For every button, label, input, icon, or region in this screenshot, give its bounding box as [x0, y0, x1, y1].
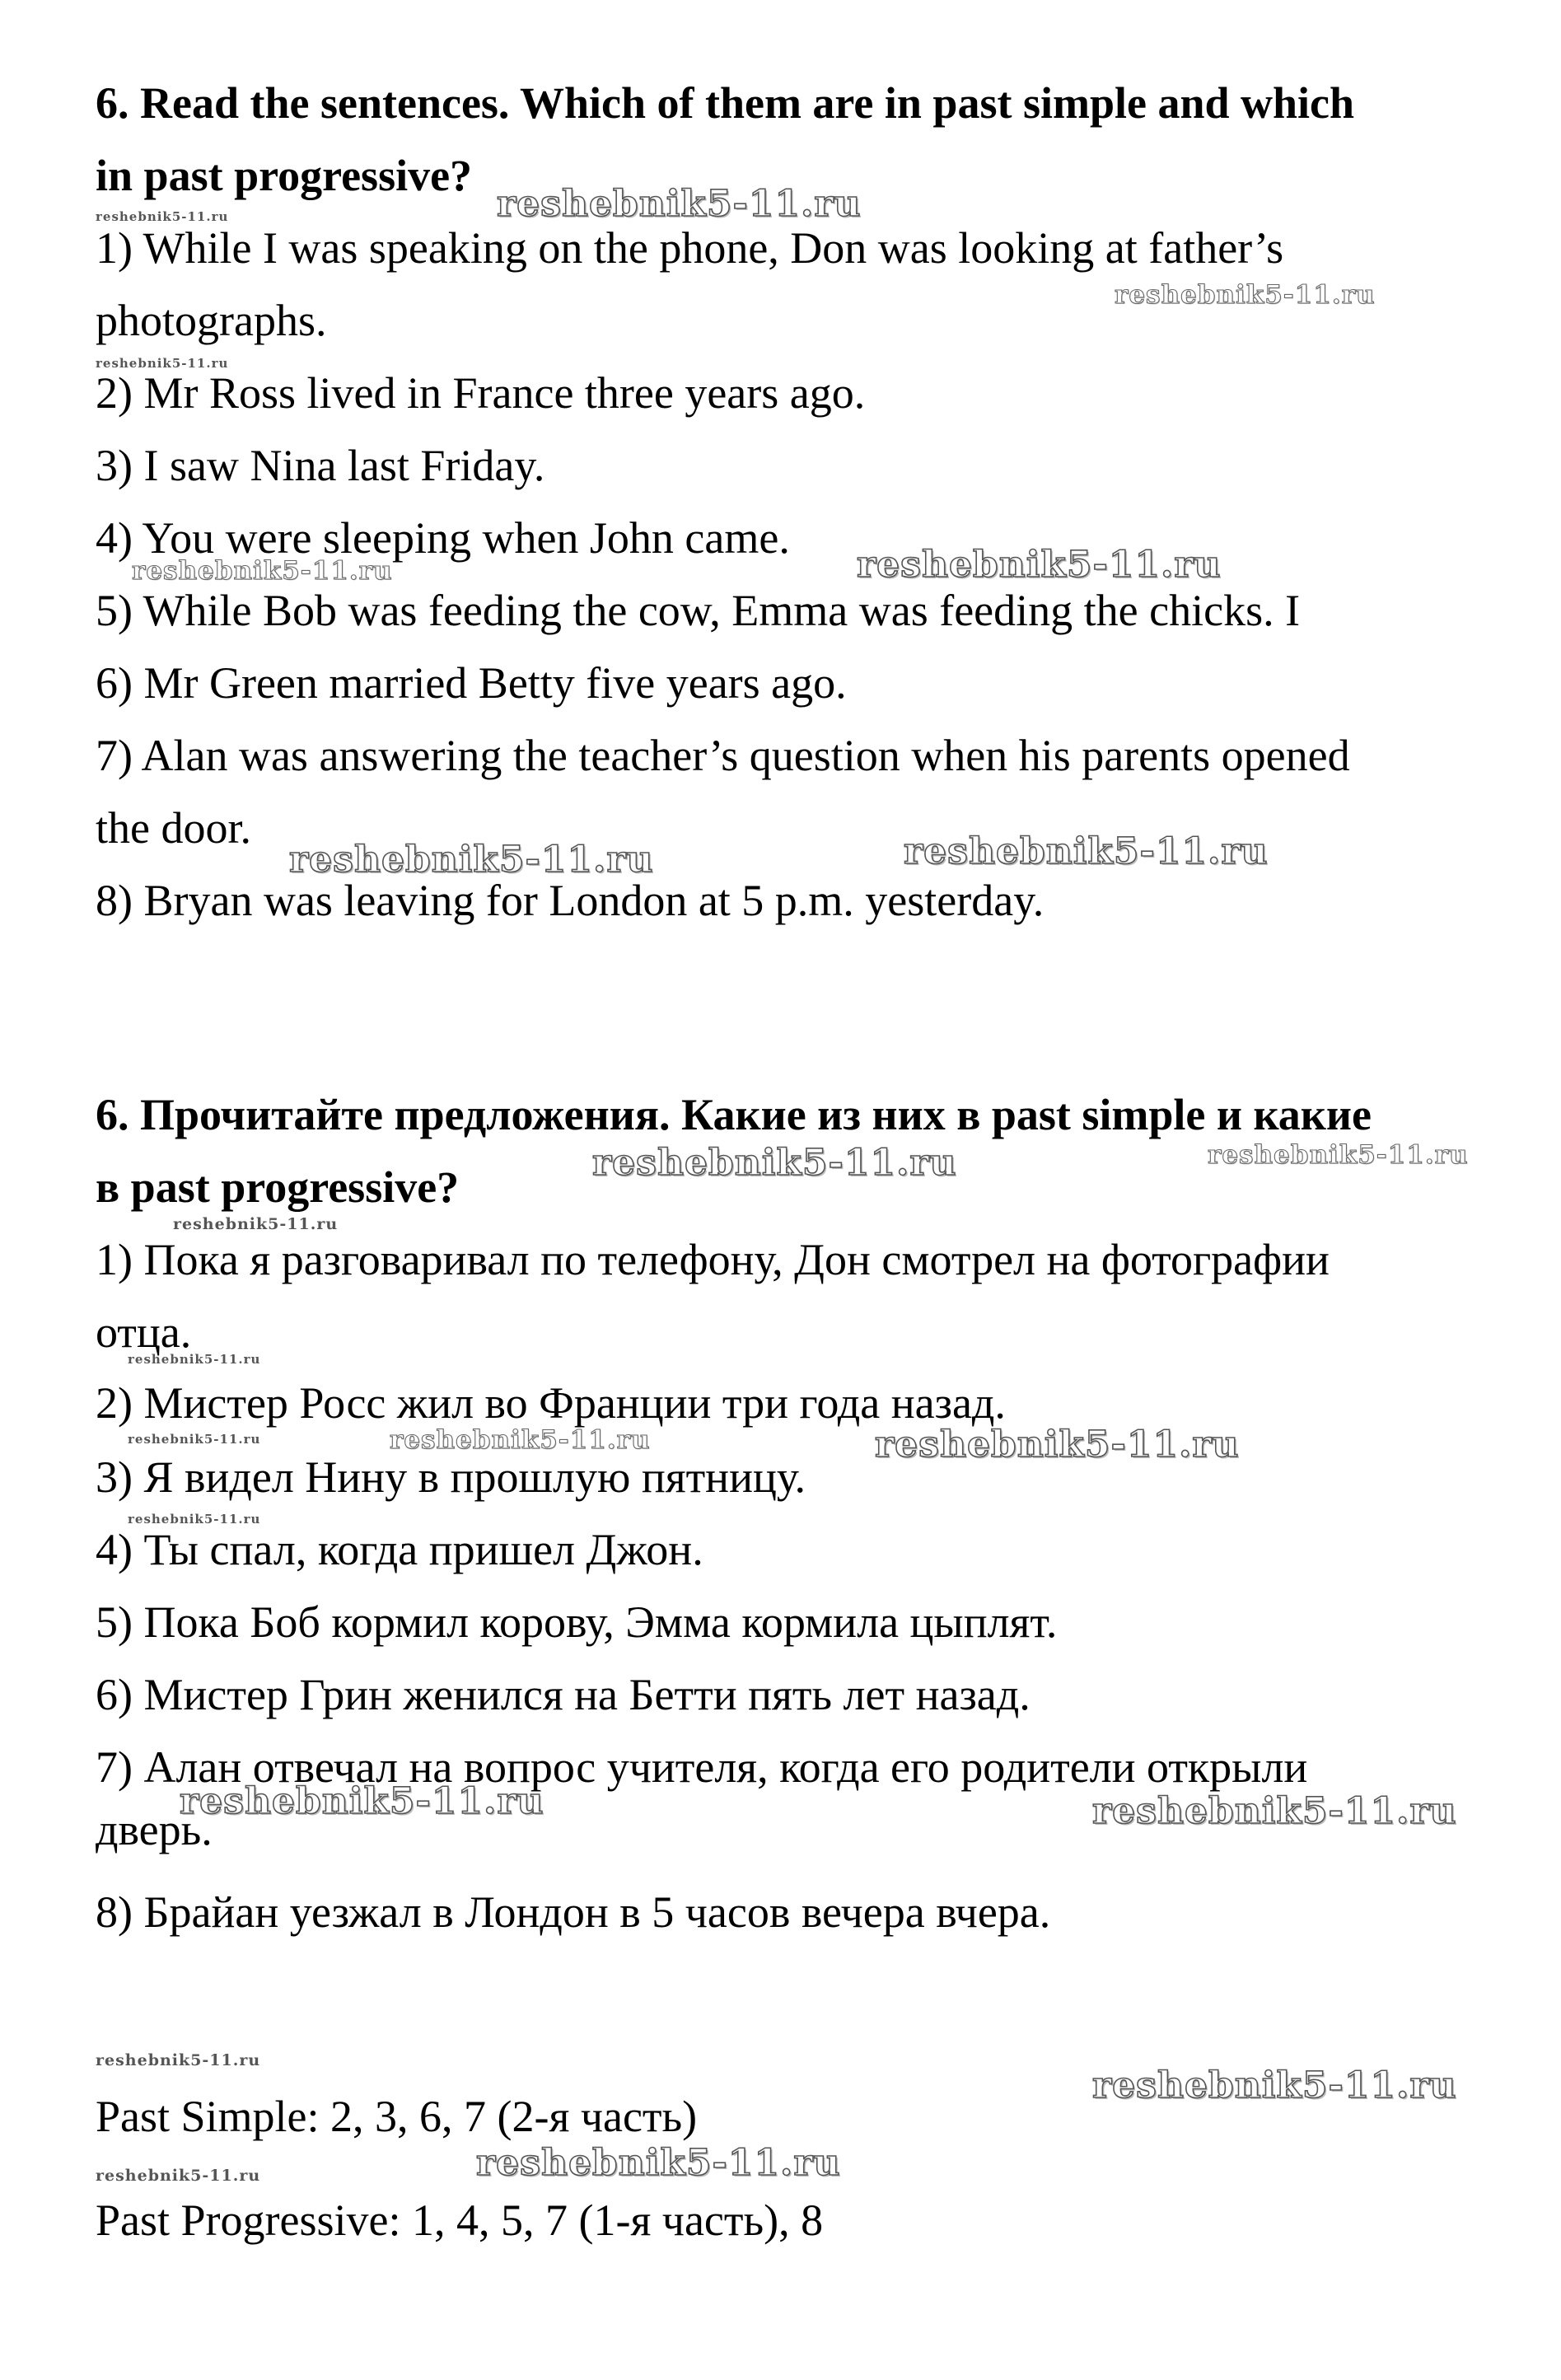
watermark: reshebnik5-11.ru — [128, 1352, 261, 1367]
sentence-ru-7a: 7) Алан отвечал на вопрос учителя, когда его родители открыли — [96, 1742, 1308, 1792]
watermark: reshebnik5-11.ru — [96, 2051, 261, 2069]
watermark: reshebnik5-11.ru — [96, 209, 229, 224]
sentence-en-2: 2) Mr Ross lived in France three years ago. — [96, 368, 866, 418]
watermark: reshebnik5-11.ru — [289, 839, 654, 881]
sentence-en-1b: photographs. — [96, 296, 327, 345]
sentence-en-6: 6) Mr Green married Betty five years ago. — [96, 658, 847, 708]
exercise-heading-ru-line1: 6. Прочитайте предложения. Какие из них в past simple и какие — [96, 1090, 1372, 1139]
sentence-ru-5: 5) Пока Боб кормил корову, Эмма кормила цыплят. — [96, 1597, 1058, 1647]
sentence-en-1a: 1) While I was speaking on the phone, Don was looking at father’s — [96, 223, 1284, 273]
watermark: reshebnik5-11.ru — [592, 1142, 957, 1184]
sentence-ru-1a: 1) Пока я разговаривал по телефону, Дон смотрел на фотографии — [96, 1235, 1330, 1284]
sentence-en-7a: 7) Alan was answering the teacher’s question when his parents opened — [96, 731, 1350, 780]
sentence-ru-2: 2) Мистер Росс жил во Франции три года назад. — [96, 1378, 1006, 1428]
sentence-en-4: 4) You were sleeping when John came. — [96, 513, 790, 563]
answer-past-simple: Past Simple: 2, 3, 6, 7 (2-я часть) — [96, 2092, 698, 2141]
sentence-ru-3: 3) Я видел Нину в прошлую пятницу. — [96, 1452, 806, 1502]
answer-past-progressive: Past Progressive: 1, 4, 5, 7 (1-я часть), 8 — [96, 2195, 824, 2245]
sentence-ru-7b: дверь. — [96, 1805, 213, 1854]
sentence-en-3: 3) I saw Nina last Friday. — [96, 441, 545, 490]
watermark: reshebnik5-11.ru — [173, 1215, 339, 1233]
watermark: reshebnik5-11.ru — [96, 356, 229, 371]
sentence-en-8: 8) Bryan was leaving for London at 5 p.m. yesterday. — [96, 876, 1045, 925]
sentence-en-5: 5) While Bob was feeding the cow, Emma was feeding the chicks. I — [96, 586, 1301, 635]
watermark: reshebnik5-11.ru — [497, 183, 862, 225]
watermark: reshebnik5-11.ru — [390, 1425, 651, 1455]
watermark: reshebnik5-11.ru — [1092, 1790, 1457, 1832]
watermark: reshebnik5-11.ru — [1208, 1140, 1469, 1170]
watermark: reshebnik5-11.ru — [1115, 280, 1376, 310]
watermark: reshebnik5-11.ru — [132, 556, 393, 586]
watermark: reshebnik5-11.ru — [128, 1512, 261, 1527]
sentence-ru-8: 8) Брайан уезжал в Лондон в 5 часов вечера вчера. — [96, 1887, 1051, 1937]
watermark: reshebnik5-11.ru — [128, 1432, 261, 1447]
sentence-ru-1b: отца. — [96, 1307, 192, 1357]
sentence-ru-4: 4) Ты спал, когда пришел Джон. — [96, 1525, 703, 1574]
watermark: reshebnik5-11.ru — [180, 1780, 544, 1822]
watermark: reshebnik5-11.ru — [875, 1424, 1240, 1466]
exercise-heading-en-line1: 6. Read the sentences. Which of them are in past simple and which — [96, 78, 1355, 128]
watermark: reshebnik5-11.ru — [96, 2167, 261, 2185]
exercise-heading-ru-line2: в past progressive? — [96, 1162, 460, 1212]
sentence-en-7b: the door. — [96, 803, 251, 853]
watermark: reshebnik5-11.ru — [476, 2142, 841, 2184]
watermark: reshebnik5-11.ru — [857, 544, 1222, 586]
sentence-ru-6: 6) Мистер Грин женился на Бетти пять лет назад. — [96, 1670, 1031, 1719]
watermark: reshebnik5-11.ru — [904, 830, 1269, 872]
watermark: reshebnik5-11.ru — [1092, 2064, 1457, 2106]
exercise-heading-en-line2: in past progressive? — [96, 151, 473, 200]
